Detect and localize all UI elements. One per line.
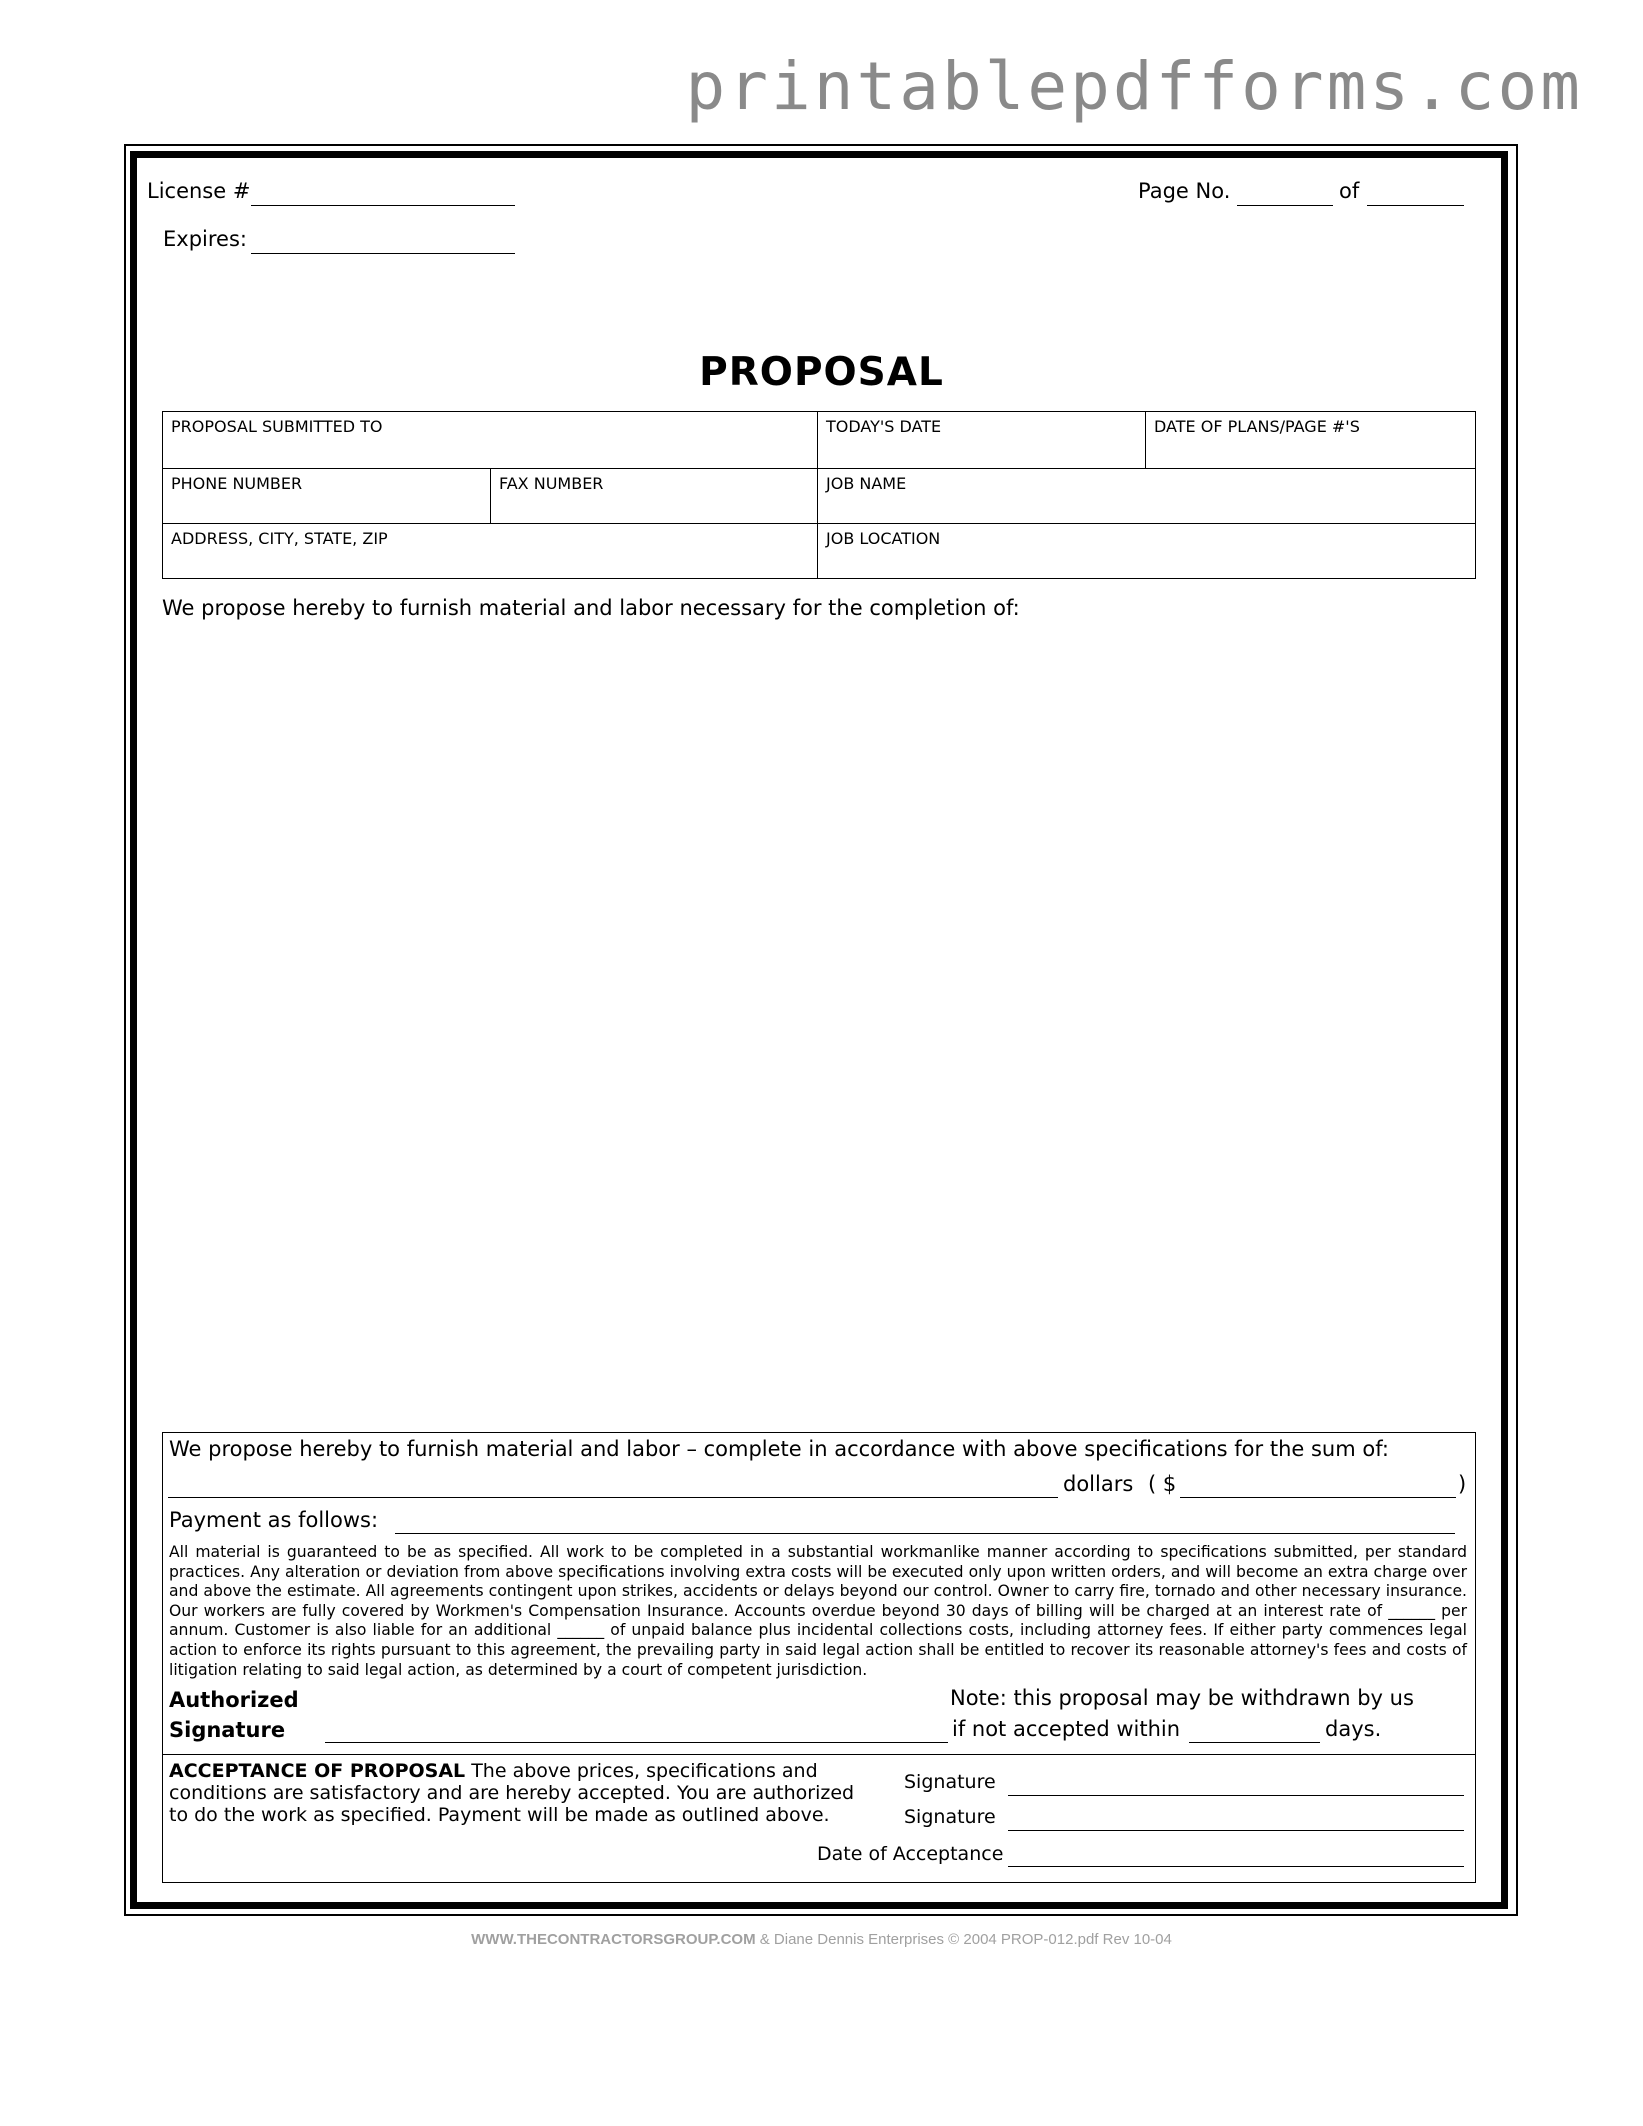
page-total-field[interactable]	[1367, 205, 1464, 206]
sum-words-field[interactable]	[168, 1497, 1058, 1498]
fax-number-label: FAX NUMBER	[499, 474, 604, 493]
signature-label-1: Signature	[904, 1771, 996, 1793]
todays-date-label: TODAY'S DATE	[826, 417, 942, 436]
date-of-plans-label: DATE OF PLANS/PAGE #'S	[1154, 417, 1360, 436]
dollar-close-label: )	[1458, 1472, 1467, 1496]
footer-credit	[0, 1931, 1643, 1948]
page-no-label: Page No.	[1138, 179, 1231, 203]
authorized-label-line2: Signature	[169, 1718, 286, 1742]
phone-number-label: PHONE NUMBER	[171, 474, 303, 493]
acceptance-line1-rest: The above prices, specifications and	[465, 1760, 818, 1782]
proposal-info-table	[162, 411, 1476, 579]
acceptance-line3: to do the work as specified. Payment will be made as outlined above.	[169, 1804, 830, 1826]
submitted-to-cell[interactable]	[163, 412, 818, 469]
acceptance-signature-field-1[interactable]	[1008, 1795, 1464, 1796]
fax-number-cell[interactable]	[491, 469, 818, 524]
watermark-text: printablepdfforms.com	[685, 48, 1583, 125]
date-of-acceptance-label: Date of Acceptance	[817, 1843, 1004, 1865]
todays-date-cell[interactable]	[818, 412, 1146, 469]
phone-number-cell[interactable]	[163, 469, 491, 524]
legal-terms-text: All material is guaranteed to be as specified. All work to be completed in a substantial workmanlike manner according to specifications submitted, per standard practices. Any alteration or deviation from above specifications involving extra costs will be executed only upon written orders, and will become an extra charge over and above the estimate. All agreements contingent upon strikes, accidents or delays beyond our control. Owner to carry fire, tornado and other necessary insurance. Our workers are fully covered by Workmen's Compensation Insurance. Accounts overdue beyond 30 days of billing will be charged at an interest rate of ______ per annum. Customer is also liable for an additional ______ of unpaid balance plus incidental collections costs, including attorney fees. If either party commences legal action to enforce its rights pursuant to this agreement, the prevailing party in said legal action shall be entitled to recover its reasonable attorney's fees and costs of litigation relating to said legal action, as determined by a court of competent jurisdiction.	[169, 1543, 1467, 1679]
withdraw-days-field[interactable]	[1189, 1742, 1320, 1743]
signature-label-2: Signature	[904, 1806, 996, 1828]
sum-statement: We propose hereby to furnish material and labor – complete in accordance with above specifications for the sum of:	[169, 1437, 1389, 1461]
propose-intro-text: We propose hereby to furnish material and labor necessary for the completion of:	[162, 596, 1020, 620]
withdraw-note-line1: Note: this proposal may be withdrawn by us	[950, 1686, 1414, 1710]
acceptance-signature-field-2[interactable]	[1008, 1830, 1464, 1831]
job-location-label: JOB LOCATION	[826, 529, 941, 548]
withdraw-note-suffix: days.	[1325, 1717, 1382, 1741]
job-location-cell[interactable]	[818, 524, 1476, 579]
job-name-label: JOB NAME	[826, 474, 907, 493]
expires-field[interactable]	[251, 253, 515, 254]
date-of-acceptance-field[interactable]	[1008, 1866, 1464, 1867]
footer-rest: & Diane Dennis Enterprises © 2004 PROP-012.pdf Rev 10-04	[755, 1931, 1172, 1948]
payment-terms-field[interactable]	[395, 1533, 1455, 1534]
address-cell[interactable]	[163, 524, 818, 579]
submitted-to-label: PROPOSAL SUBMITTED TO	[171, 417, 383, 436]
acceptance-line1	[169, 1760, 818, 1782]
withdraw-note-prefix: if not accepted within	[952, 1717, 1181, 1741]
acceptance-heading: ACCEPTANCE OF PROPOSAL	[169, 1760, 466, 1782]
address-label: ADDRESS, CITY, STATE, ZIP	[171, 529, 388, 548]
acceptance-line2: conditions are satisfactory and are hereby accepted. You are authorized	[169, 1782, 855, 1804]
acceptance-divider	[162, 1754, 1475, 1755]
page-no-field[interactable]	[1237, 205, 1333, 206]
sum-amount-field[interactable]	[1180, 1497, 1456, 1498]
job-name-cell[interactable]	[818, 469, 1476, 524]
authorized-label-line1: Authorized	[169, 1688, 299, 1712]
work-description-area[interactable]	[162, 630, 1475, 1410]
page-of-label: of	[1339, 179, 1360, 203]
payment-label: Payment as follows:	[169, 1508, 379, 1532]
date-of-plans-cell[interactable]	[1146, 412, 1476, 469]
license-field[interactable]	[251, 205, 515, 206]
expires-label: Expires:	[163, 227, 247, 251]
footer-site: WWW.THECONTRACTORSGROUP.COM	[471, 1931, 756, 1948]
page-title: PROPOSAL	[699, 350, 944, 395]
license-label: License #	[147, 179, 251, 203]
authorized-signature-field[interactable]	[325, 1742, 948, 1743]
dollars-label: dollars	[1063, 1472, 1134, 1496]
dollar-sign-label: ( $	[1148, 1472, 1177, 1496]
